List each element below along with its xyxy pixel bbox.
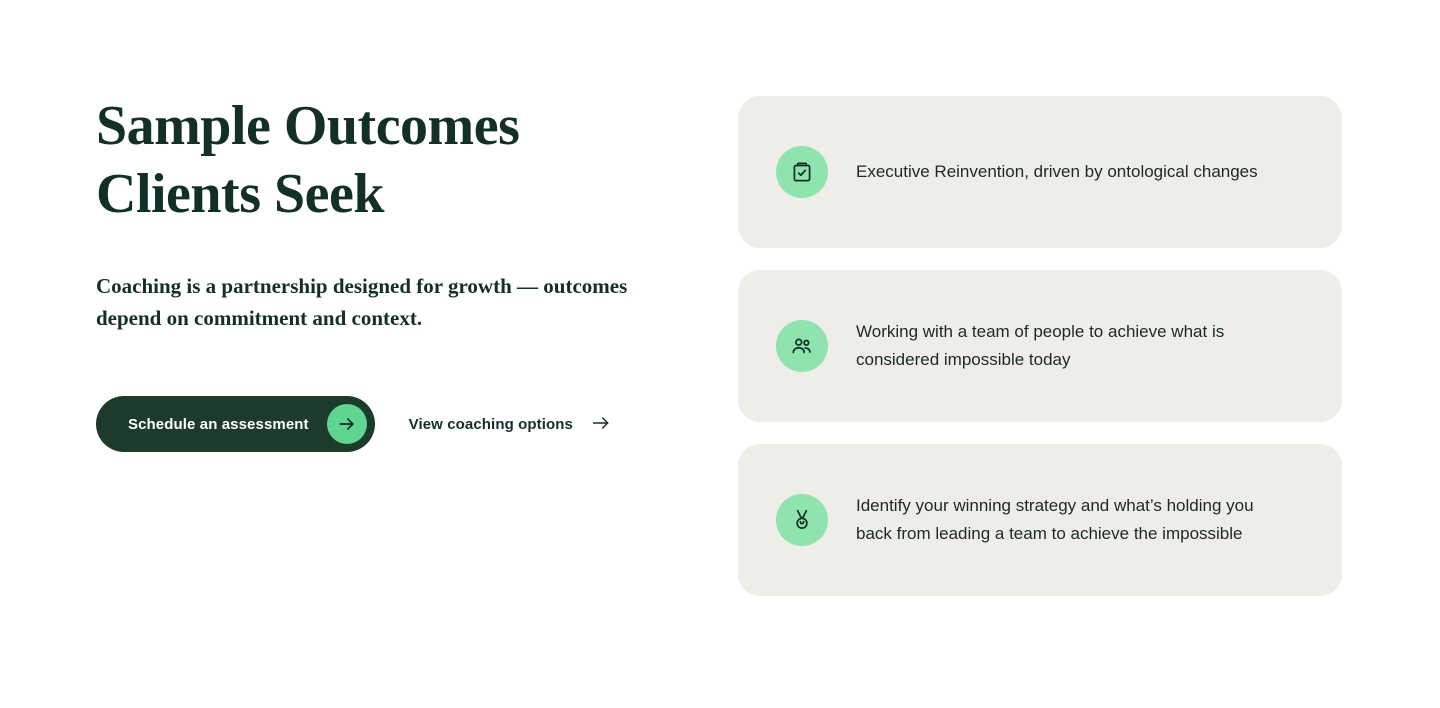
- medal-icon: [776, 494, 828, 546]
- cta-row: [96, 396, 676, 452]
- outcome-card-text: Working with a team of people to achieve what is considered impossible today: [856, 322, 1225, 369]
- schedule-assessment-button[interactable]: [96, 396, 375, 452]
- outcome-card-text: Identify your winning strategy and what’s holding you back from leading a team to achieve the impossible: [856, 496, 1254, 543]
- outcome-card: [738, 270, 1342, 422]
- arrow-right-icon: [327, 404, 367, 444]
- outcome-card-text: Executive Reinvention, driven by ontological changes: [856, 162, 1258, 181]
- outcome-card: [738, 96, 1342, 248]
- outcome-card: [738, 444, 1342, 596]
- clipboard-check-icon: [776, 146, 828, 198]
- hero-subheadline: Coaching is a partnership designed for growth — outcomes depend on commitment and context.: [96, 274, 628, 330]
- people-group-icon: [776, 320, 828, 372]
- view-coaching-options-label: View coaching options: [408, 415, 573, 433]
- outcomes-list: [738, 96, 1342, 596]
- page-title: Sample Outcomes Clients Seek: [96, 95, 520, 225]
- arrow-right-icon: [589, 413, 613, 436]
- view-coaching-options-button[interactable]: [409, 413, 613, 436]
- schedule-assessment-label: Schedule an assessment: [128, 415, 309, 433]
- hero-copy-column: [96, 92, 676, 452]
